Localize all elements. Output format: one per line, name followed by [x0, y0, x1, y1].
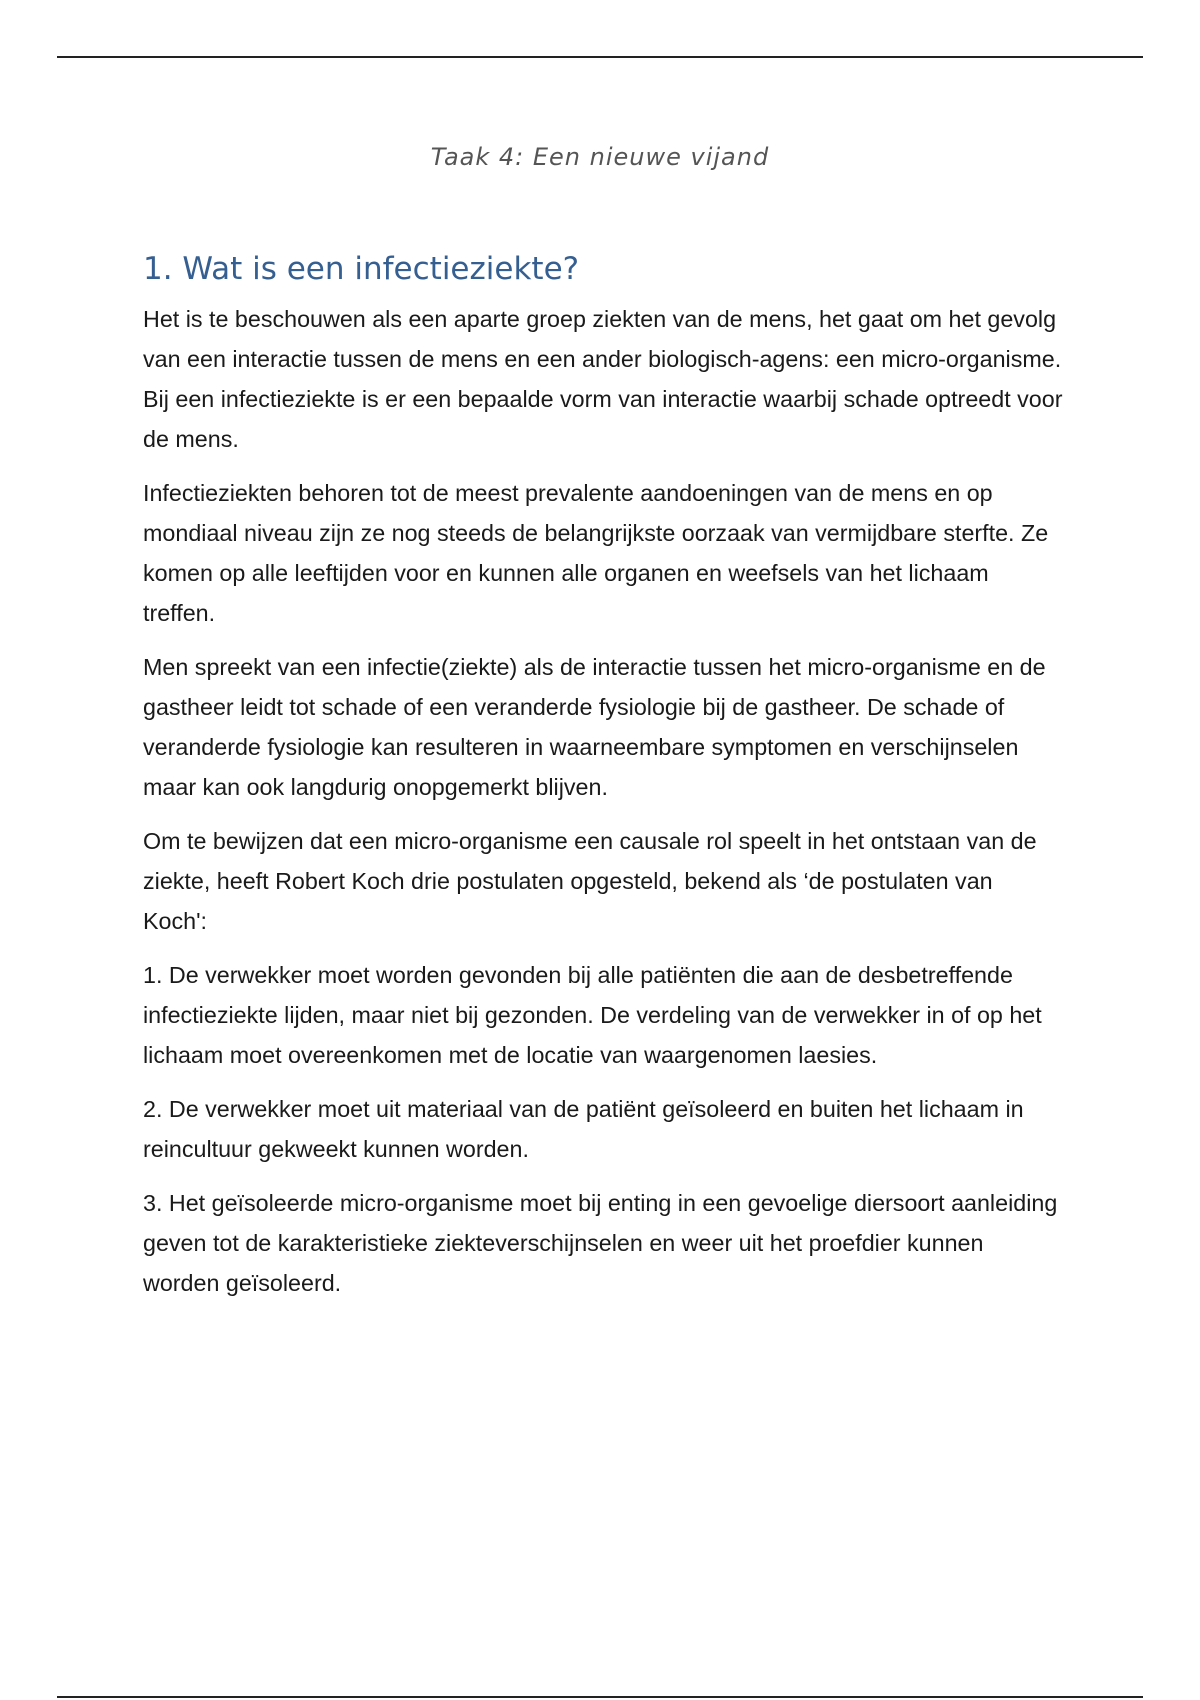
- paragraph-infection-interaction: Men spreekt van een infectie(ziekte) als de interactie tussen het micro-organisme en de gastheer leidt tot schade of een veranderde fysiologie bij de gastheer. De schade of veranderde fysiologie kan resulteren in waarneembare symptomen en verschijnselen maar kan ook langdurig onopgemerkt blijven.: [143, 654, 1046, 800]
- koch-postulate-2: 2. De verwekker moet uit materiaal van de patiënt geïsoleerd en buiten het lichaam in reincultuur gekweekt kunnen worden.: [143, 1096, 1024, 1162]
- document-body: [143, 247, 1063, 1317]
- document-title: Taak 4: Een nieuwe vijand: [430, 143, 770, 171]
- koch-postulate-3: 3. Het geïsoleerde micro-organisme moet bij enting in een gevoelige diersoort aanleiding geven tot de karakteristieke ziekteverschijnselen en weer uit het proefdier kunnen worden geïsoleerd.: [143, 1190, 1058, 1296]
- section-heading: 1. Wat is een infectieziekte?: [143, 251, 580, 287]
- page-bottom-rule: [57, 1696, 1143, 1698]
- koch-postulate-1: 1. De verwekker moet worden gevonden bij alle patiënten die aan de desbetreffende infectieziekte lijden, maar niet bij gezonden. De verdeling van de verwekker in of op het lichaam moet overeenkomen met de locatie van waargenomen laesies.: [143, 962, 1042, 1068]
- paragraph-koch-intro: Om te bewijzen dat een micro-organisme een causale rol speelt in het ontstaan van de ziekte, heeft Robert Koch drie postulaten opgesteld, bekend als ‘de postulaten van Koch':: [143, 828, 1037, 934]
- paragraph-prevalence: Infectieziekten behoren tot de meest prevalente aandoeningen van de mens en op mondiaal niveau zijn ze nog steeds de belangrijkste oorzaak van vermijdbare sterfte. Ze komen op alle leeftijden voor en kunnen alle organen en weefsels van het lichaam treffen.: [143, 480, 1049, 626]
- page-top-rule: [57, 56, 1143, 58]
- paragraph-definition: Het is te beschouwen als een aparte groep ziekten van de mens, het gaat om het gevolg van een interactie tussen de mens en een ander biologisch-agens: een micro-organisme. Bij een infectieziekte is er een bepaalde vorm van interactie waarbij schade optreedt voor de mens.: [143, 306, 1063, 452]
